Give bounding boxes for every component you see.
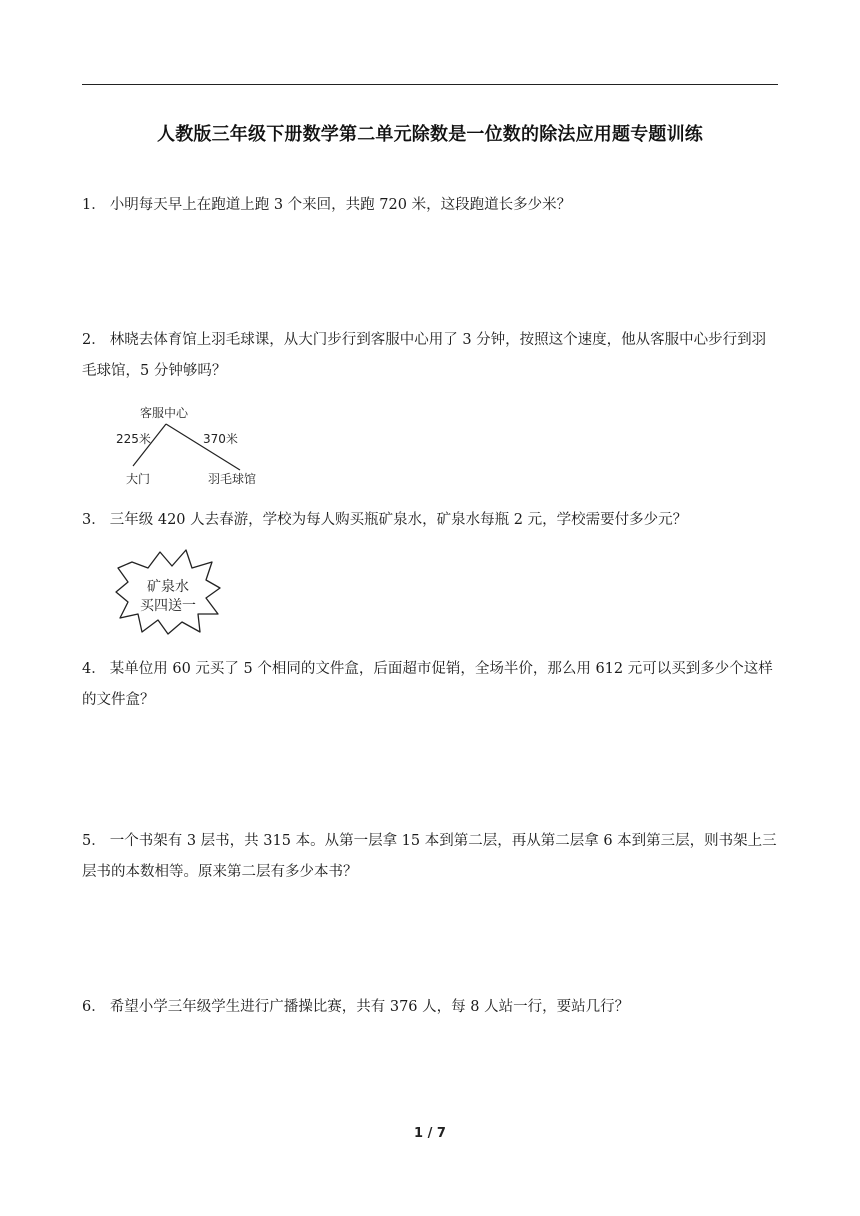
promo-burst [114, 548, 224, 640]
question-text: 希望小学三年级学生进行广播操比赛，共有 376 人，每 8 人站一行，要站几行？ [109, 999, 630, 1015]
route-distance-right: 370米 [203, 432, 238, 446]
question-number: 5． [82, 833, 106, 849]
question-number: 6． [82, 999, 106, 1015]
promo-line-2: 买四送一 [140, 598, 196, 614]
route-diagram-svg [108, 400, 278, 492]
question-number: 3． [82, 512, 106, 528]
question-text: 小明每天早上在跑道上跑 3 个来回，共跑 720 米，这段跑道长多少米？ [109, 197, 572, 213]
route-line-right [166, 424, 240, 470]
promo-burst-svg [114, 548, 224, 636]
route-label-gate: 大门 [126, 472, 151, 486]
promo-line-1: 矿泉水 [147, 579, 189, 595]
question-3 [82, 505, 780, 536]
question-number: 2． [82, 332, 106, 348]
question-5 [82, 826, 780, 888]
question-text: 一个书架有 3 层书，共 315 本。从第一层拿 15 本到第二层，再从第二层拿 6 本到第三层，则书架上三层书的本数相等。原来第二层有多少本书？ [82, 833, 777, 880]
question-text: 某单位用 60 元买了 5 个相同的文件盒，后面超市促销，全场半价，那么用 612 元可以买到多少个这样的文件盒？ [82, 661, 773, 708]
route-label-badminton-hall: 羽毛球馆 [208, 472, 257, 486]
question-text: 林晓去体育馆上羽毛球课，从大门步行到客服中心用了 3 分钟，按照这个速度，他从客服中心步行到羽毛球馆，5 分钟够吗？ [82, 332, 767, 379]
route-label-service-center: 客服中心 [140, 406, 189, 420]
question-1 [82, 190, 780, 221]
route-diagram [108, 400, 278, 496]
question-number: 1． [82, 197, 106, 213]
question-4 [82, 654, 780, 716]
route-distance-left: 225米 [116, 432, 151, 446]
question-text: 三年级 420 人去春游，学校为每人购买瓶矿泉水，矿泉水每瓶 2 元，学校需要付多少元？ [109, 512, 688, 528]
header-rule [82, 84, 778, 85]
question-6 [82, 992, 780, 1023]
page-title: 人教版三年级下册数学第二单元除数是一位数的除法应用题专题训练 [157, 124, 703, 145]
question-number: 4． [82, 661, 106, 677]
question-2 [82, 325, 780, 387]
page-number: 1 / 7 [414, 1126, 446, 1141]
